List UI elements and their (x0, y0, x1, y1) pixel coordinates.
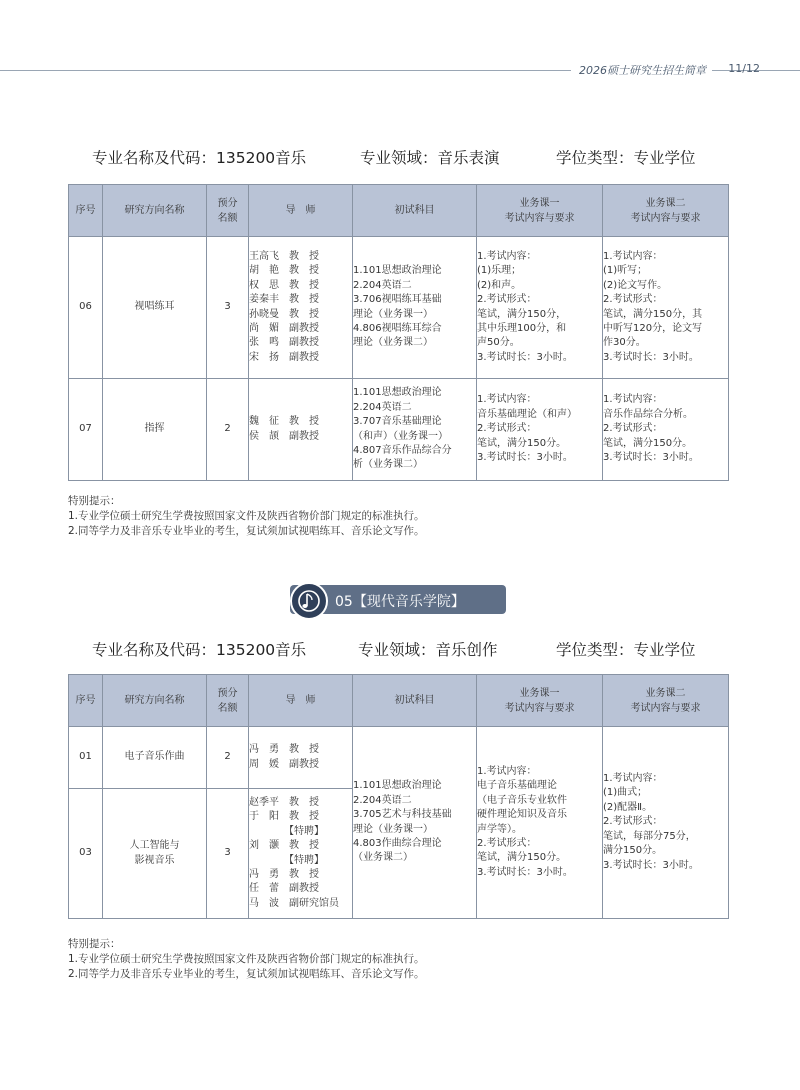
text-line: 人工智能与 (129, 840, 180, 852)
course2-requirements (603, 727, 729, 919)
text-line: 笔试，满分150分。 (603, 437, 693, 449)
special-notes-1 (68, 494, 768, 539)
col-header-no: 序号 (69, 185, 103, 237)
col-header-tutor: 导 师 (249, 675, 353, 727)
course1-requirements (477, 237, 603, 379)
text-line: 冯 勇 教 授 (249, 868, 319, 880)
text-line: 1.考试内容： (603, 773, 663, 785)
text-line: 1.考试内容： (477, 394, 537, 406)
row-number: 01 (69, 727, 103, 789)
text-line: 2.考试形式： (477, 294, 537, 306)
text-line: 任 蕾 副教授 (249, 883, 319, 895)
text-line: 特别提示： (68, 938, 121, 950)
text-line: (2)和声。 (477, 279, 522, 291)
text-line: （电子音乐专业软件 (477, 794, 567, 806)
text-line: 【特聘】 (249, 854, 324, 866)
major-field: 专业领域：音乐表演 (360, 149, 500, 167)
admission-table-2 (68, 674, 729, 919)
text-line: 1.专业学位硕士研究生学费按照国家文件及陕西省物价部门规定的标准执行。 (68, 953, 425, 965)
tutor-list (249, 727, 353, 789)
row-number: 03 (69, 789, 103, 919)
text-line: 2.考试形式： (603, 423, 663, 435)
quota-value: 2 (207, 379, 249, 481)
text-line: （和声）（业务课一） (353, 430, 448, 442)
text-line: 影视音乐 (134, 854, 175, 866)
text-line: (1)乐理； (477, 265, 522, 277)
text-line: 3.707音乐基础理论 (353, 416, 442, 428)
text-line: 作30分。 (603, 337, 646, 349)
text-line: 满分150分。 (603, 845, 663, 857)
text-line: 冯 勇 教 授 (249, 744, 319, 756)
text-line: 1.考试内容： (477, 765, 537, 777)
text-line: 笔试，满分150分。 (477, 437, 567, 449)
text-line: 1.考试内容： (477, 250, 537, 262)
text-line: 3.考试时长：3小时。 (477, 351, 573, 363)
text-line: 2.同等学力及非音乐专业毕业的考生，复试须加试视唱练耳、音乐论文写作。 (68, 968, 425, 980)
text-line: 理论（业务课二） (353, 337, 433, 349)
text-line: 3.考试时长：3小时。 (603, 351, 699, 363)
text-line: 其中乐理100分，和 (477, 322, 567, 334)
text-line: 3.考试时长：3小时。 (603, 859, 699, 871)
col-header-course1: 业务课一 考试内容与要求 (477, 185, 603, 237)
music-note-icon (290, 582, 328, 620)
quota-value: 3 (207, 789, 249, 919)
text-line: 赵季平 教 授 (249, 796, 319, 808)
text-line: 音乐作品综合分析。 (603, 408, 693, 420)
degree-type: 学位类型：专业学位 (556, 149, 696, 167)
text-line: 2.同等学力及非音乐专业毕业的考生，复试须加试视唱练耳、音乐论文写作。 (68, 525, 425, 537)
text-line: 1.专业学位硕士研究生学费按照国家文件及陕西省物价部门规定的标准执行。 (68, 510, 425, 522)
direction-name: 视唱练耳 (103, 237, 207, 379)
major-name: 专业名称及代码：135200音乐 (92, 149, 307, 167)
text-line: 3.考试时长：3小时。 (603, 452, 699, 464)
course2-requirements (603, 379, 729, 481)
major-name: 专业名称及代码：135200音乐 (92, 641, 307, 659)
text-line: 特别提示： (68, 495, 121, 507)
exam-subjects (353, 379, 477, 481)
col-header-exam: 初试科目 (353, 675, 477, 727)
major-field: 专业领域：音乐创作 (358, 641, 498, 659)
col-header-course2: 业务课二 考试内容与要求 (603, 675, 729, 727)
text-line: (2)配器Ⅱ。 (603, 801, 653, 813)
text-line: 声学等）。 (477, 823, 522, 835)
text-line: 笔试，每部分75分， (603, 830, 696, 842)
page-number: 11/12 (728, 62, 760, 75)
text-line: 音乐基础理论（和声） (477, 408, 577, 420)
direction-name: 电子音乐作曲 (103, 727, 207, 789)
row-number: 06 (69, 237, 103, 379)
text-line: 1.101思想政治理论 (353, 387, 442, 399)
text-line: 王高飞 教 授 (249, 250, 319, 262)
col-header-no: 序号 (69, 675, 103, 727)
text-line: 2.考试形式： (477, 837, 537, 849)
text-line: 2.204英语二 (353, 401, 412, 413)
course1-requirements (477, 727, 603, 919)
tutor-list (249, 237, 353, 379)
table-row (69, 237, 729, 379)
brochure-title: 2026硕士研究生招生简章 (571, 62, 712, 78)
text-line: （业务课二） (353, 852, 413, 864)
text-line: 1.考试内容： (603, 250, 663, 262)
text-line: 4.807音乐作品综合分 (353, 444, 452, 456)
section-title: 05【现代音乐学院】 (335, 594, 465, 610)
text-line: (2)论文写作。 (603, 279, 668, 291)
text-line: 马 波 副研究馆员 (249, 897, 339, 909)
text-line: (1)听写； (603, 265, 648, 277)
direction-name: 指挥 (103, 379, 207, 481)
text-line: 2.考试形式： (603, 294, 663, 306)
text-line: 胡 艳 教 授 (249, 265, 319, 277)
exam-subjects (353, 237, 477, 379)
text-line: 魏 征 教 授 (249, 416, 319, 428)
text-line: 周 媛 副教授 (249, 758, 319, 770)
table-header-row (69, 675, 729, 727)
col-header-direction: 研究方向名称 (103, 675, 207, 727)
col-header-tutor: 导 师 (249, 185, 353, 237)
col-header-course1: 业务课一 考试内容与要求 (477, 675, 603, 727)
text-line: 笔试，满分150分， (477, 308, 567, 320)
col-header-quota: 预分 名额 (207, 185, 249, 237)
text-line: 1.101思想政治理论 (353, 780, 442, 792)
text-line: 宋 扬 副教授 (249, 351, 319, 363)
text-line: 【特聘】 (249, 825, 324, 837)
table-row (69, 379, 729, 481)
text-line: 张 鸣 副教授 (249, 337, 319, 349)
row-number: 07 (69, 379, 103, 481)
text-line: 笔试，满分150分，其 (603, 308, 703, 320)
text-line: 2.考试形式： (603, 816, 663, 828)
text-line: 2.204英语二 (353, 794, 412, 806)
text-line: 声50分。 (477, 337, 520, 349)
text-line: 3.705艺术与科技基础 (353, 809, 452, 821)
text-line: 尚 媚 副教授 (249, 322, 319, 334)
col-header-direction: 研究方向名称 (103, 185, 207, 237)
text-line: 于 阳 教 授 (249, 811, 319, 823)
col-header-exam: 初试科目 (353, 185, 477, 237)
text-line: 姜秦丰 教 授 (249, 294, 319, 306)
direction-name (103, 789, 207, 919)
table-row (69, 727, 729, 789)
tutor-list (249, 789, 353, 919)
text-line: 电子音乐基础理论 (477, 780, 557, 792)
degree-type: 学位类型：专业学位 (556, 641, 696, 659)
text-line: 理论（业务课一） (353, 823, 433, 835)
course2-requirements (603, 237, 729, 379)
text-line: 中听写120分，论文写 (603, 322, 703, 334)
col-header-quota: 预分 名额 (207, 675, 249, 727)
text-line: 孙晓曼 教 授 (249, 308, 319, 320)
text-line: 1.101思想政治理论 (353, 265, 442, 277)
text-line: 3.706视唱练耳基础 (353, 294, 442, 306)
table-header-row (69, 185, 729, 237)
text-line: (1)曲式； (603, 787, 648, 799)
text-line: 笔试，满分150分。 (477, 852, 567, 864)
text-line: 1.考试内容： (603, 394, 663, 406)
col-header-course2: 业务课二 考试内容与要求 (603, 185, 729, 237)
special-notes-2 (68, 937, 768, 982)
text-line: 4.803作曲综合理论 (353, 837, 442, 849)
text-line: 4.806视唱练耳综合 (353, 322, 442, 334)
text-line: 析（业务课二） (353, 459, 423, 471)
quota-value: 3 (207, 237, 249, 379)
tutor-list (249, 379, 353, 481)
text-line: 3.考试时长：3小时。 (477, 452, 573, 464)
text-line: 3.考试时长：3小时。 (477, 866, 573, 878)
text-line: 硬件理论知识及音乐 (477, 809, 567, 821)
course1-requirements (477, 379, 603, 481)
quota-value: 2 (207, 727, 249, 789)
exam-subjects (353, 727, 477, 919)
text-line: 权 思 教 授 (249, 279, 319, 291)
text-line: 2.考试形式： (477, 423, 537, 435)
admission-table-1 (68, 184, 729, 481)
text-line: 侯 颉 副教授 (249, 430, 319, 442)
text-line: 2.204英语二 (353, 279, 412, 291)
text-line: 理论（业务课一） (353, 308, 433, 320)
text-line: 刘 灏 教 授 (249, 840, 319, 852)
